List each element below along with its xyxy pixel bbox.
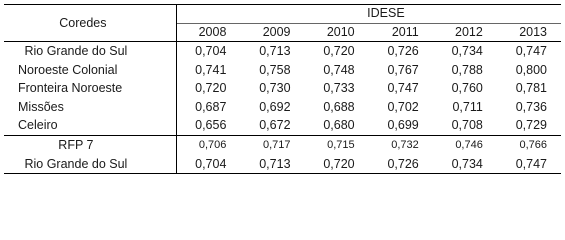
value-cell: 0,729 <box>515 118 547 133</box>
value-cell: 0,687 <box>195 99 227 114</box>
value-cell: 0,747 <box>387 81 419 96</box>
value-cell: 0,736 <box>515 99 547 114</box>
value-cell: 0,746 <box>455 138 483 151</box>
value-cell: 0,713 <box>259 44 291 58</box>
year-header: 2008 <box>198 24 227 39</box>
table-row <box>4 79 561 98</box>
value-cell: 0,730 <box>259 81 291 96</box>
value-cell: 0,720 <box>323 156 355 171</box>
value-cell: 0,680 <box>323 118 355 133</box>
value-cell: 0,747 <box>515 44 547 58</box>
value-cell: 0,734 <box>451 156 483 171</box>
value-cell: 0,741 <box>195 62 227 77</box>
value-cell: 0,704 <box>195 44 227 58</box>
table-row <box>4 155 561 174</box>
value-cell: 0,720 <box>323 44 355 58</box>
year-header: 2010 <box>326 24 355 39</box>
value-cell: 0,711 <box>452 99 483 114</box>
table-row <box>4 98 561 117</box>
value-cell: 0,713 <box>259 156 291 171</box>
value-cell: 0,720 <box>195 81 227 96</box>
region-name: Noroeste Colonial <box>4 61 176 80</box>
value-cell: 0,656 <box>195 118 227 133</box>
value-cell: 0,766 <box>519 138 547 151</box>
value-cell: 0,699 <box>387 118 419 133</box>
value-cell: 0,672 <box>259 118 291 133</box>
value-cell: 0,717 <box>262 138 291 151</box>
value-cell: 0,760 <box>451 81 483 96</box>
year-header: 2009 <box>262 24 291 39</box>
value-cell: 0,747 <box>515 156 547 171</box>
value-cell: 0,704 <box>195 156 227 171</box>
year-header: 2011 <box>391 24 419 39</box>
idese-header: IDESE <box>176 5 561 24</box>
region-name: Missões <box>4 98 176 117</box>
value-cell: 0,726 <box>387 44 419 58</box>
year-header: 2013 <box>519 24 547 39</box>
table-row <box>4 61 561 80</box>
value-cell: 0,688 <box>323 99 355 114</box>
value-cell: 0,702 <box>387 99 419 114</box>
idese-table <box>4 4 561 174</box>
value-cell: 0,732 <box>391 138 419 151</box>
value-cell: 0,726 <box>387 156 419 171</box>
region-name: Fronteira Noroeste <box>4 79 176 98</box>
region-name: Celeiro <box>4 116 176 135</box>
value-cell: 0,706 <box>198 138 227 151</box>
value-cell: 0,788 <box>451 62 483 77</box>
value-cell: 0,767 <box>387 62 419 77</box>
value-cell: 0,708 <box>451 118 483 133</box>
value-cell: 0,748 <box>323 62 355 77</box>
value-cell: 0,800 <box>515 62 547 77</box>
value-cell: 0,734 <box>451 44 483 58</box>
table-row <box>4 116 561 135</box>
region-name: RFP 7 <box>4 135 176 154</box>
table-row <box>4 135 561 154</box>
value-cell: 0,758 <box>259 62 291 77</box>
value-cell: 0,781 <box>515 81 547 96</box>
region-name: Rio Grande do Sul <box>4 42 176 61</box>
year-header: 2012 <box>455 24 483 39</box>
value-cell: 0,733 <box>323 81 355 96</box>
coredes-header: Coredes <box>4 5 176 42</box>
value-cell: 0,692 <box>259 99 291 114</box>
region-name: Rio Grande do Sul <box>4 155 176 174</box>
value-cell: 0,715 <box>327 138 355 151</box>
table-row <box>4 42 561 61</box>
